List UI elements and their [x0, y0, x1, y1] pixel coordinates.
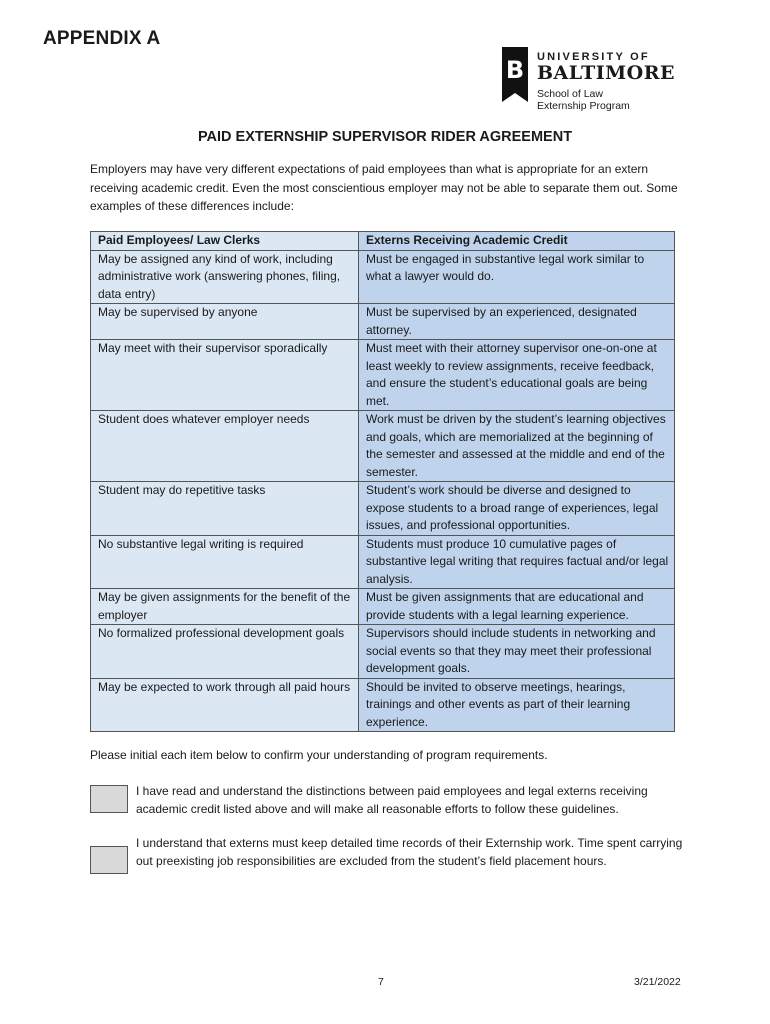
document-title: PAID EXTERNSHIP SUPERVISOR RIDER AGREEMENT: [197, 129, 573, 145]
table-row: [91, 340, 675, 411]
table-cell: Supervisors should include students in networking and social events so that they may meet their professional development goals.: [359, 625, 675, 679]
table-cell: Must meet with their attorney supervisor one-on-one at least weekly to review assignments, receive feedback, and ensure the student’s educational goals are being met.: [359, 340, 675, 411]
header-externs: Externs Receiving Academic Credit: [359, 232, 675, 251]
table-cell: May be supervised by anyone: [91, 304, 359, 340]
acknowledgement-text-2: I understand that externs must keep detailed time records of their Externship work. Time spent carrying out preexisting job responsibilities are excluded from the student’s field placement hours.: [136, 836, 683, 868]
initial-box-2[interactable]: [90, 846, 128, 874]
table-cell: May meet with their supervisor sporadically: [91, 340, 359, 411]
table-cell: Student’s work should be diverse and designed to expose students to a broad range of experiences, legal issues, and professional opportunities.: [359, 482, 675, 536]
table-row: [91, 678, 675, 732]
table-cell: Students must produce 10 cumulative pages of substantive legal writing that requires factual and/or legal analysis.: [359, 535, 675, 589]
table-row: [91, 482, 675, 536]
intro-paragraph: Employers may have very different expectations of paid employees than what is appropriate for an extern receiving academic credit. Even the most conscientious employer may not be able to separate them out. Some examples of these differences include:: [90, 162, 678, 213]
page-number: 7: [378, 976, 384, 988]
table-cell: May be expected to work through all paid hours: [91, 678, 359, 732]
logo-line-3: School of Law: [537, 88, 603, 100]
table-cell: No substantive legal writing is required: [91, 535, 359, 589]
initial-box-1[interactable]: [90, 785, 128, 813]
table-cell: Must be given assignments that are educational and provide students with a legal learning experience.: [359, 589, 675, 625]
footer-date: 3/21/2022: [634, 976, 681, 988]
acknowledgement-text-1: I have read and understand the distinctions between paid employees and legal externs receiving academic credit listed above and will make all reasonable efforts to follow these guidelines.: [136, 784, 648, 816]
table-row: [91, 304, 675, 340]
table-row: [91, 411, 675, 482]
table-cell: Work must be driven by the student’s learning objectives and goals, which are memorialized at the beginning of the semester and assessed at the middle and end of the semester.: [359, 411, 675, 482]
header-paid-employees: Paid Employees/ Law Clerks: [91, 232, 359, 251]
table-cell: Must be engaged in substantive legal work similar to what a lawyer would do.: [359, 250, 675, 304]
initial-instruction: Please initial each item below to confirm your understanding of program requirements.: [90, 748, 548, 762]
table-cell: No formalized professional development goals: [91, 625, 359, 679]
table-row: [91, 535, 675, 589]
table-cell: Student may do repetitive tasks: [91, 482, 359, 536]
comparison-table: [90, 231, 675, 732]
table-cell: May be assigned any kind of work, including administrative work (answering phones, filing, data entry): [91, 250, 359, 304]
table-cell: Student does whatever employer needs: [91, 411, 359, 482]
table-header-row: [91, 232, 675, 251]
table-cell: Should be invited to observe meetings, hearings, trainings and other events as part of their learning experience.: [359, 678, 675, 732]
table-row: [91, 625, 675, 679]
table-row: [91, 589, 675, 625]
appendix-heading: APPENDIX A: [43, 28, 161, 49]
logo-mark: [502, 47, 528, 93]
table-cell: Must be supervised by an experienced, designated attorney.: [359, 304, 675, 340]
logo-line-2: BALTIMORE: [537, 62, 675, 84]
table-row: [91, 250, 675, 304]
logo-line-4: Externship Program: [537, 100, 630, 112]
table-cell: May be given assignments for the benefit of the employer: [91, 589, 359, 625]
logo-line-1: UNIVERSITY OF: [537, 51, 650, 63]
university-logo: [500, 45, 690, 117]
logo-mark-letter: B: [505, 56, 525, 84]
